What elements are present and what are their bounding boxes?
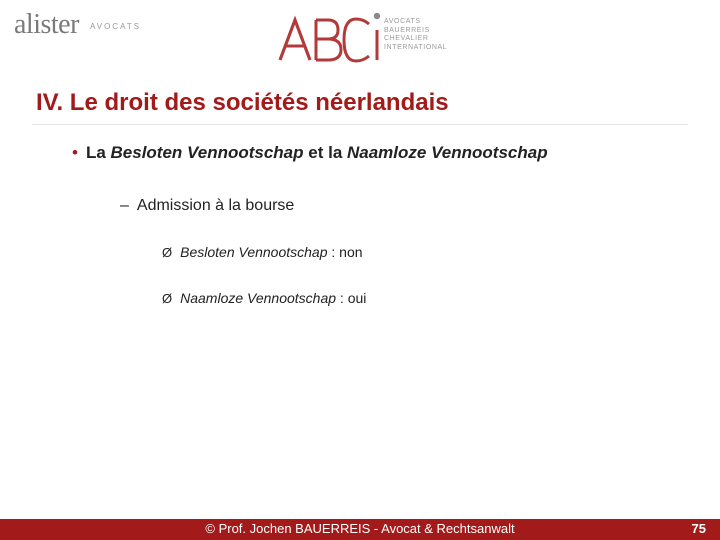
title-divider (32, 124, 688, 125)
slide-title: IV. Le droit des sociétés néerlandais (36, 89, 449, 116)
bullet-level-3 (162, 244, 363, 260)
footer-bar (0, 519, 720, 540)
page-number: 75 (691, 521, 706, 536)
alister-logo-word: alister (14, 9, 79, 40)
bullet-text: Admission à la bourse (136, 197, 295, 214)
abci-logo-line: INTERNATIONAL (384, 43, 448, 51)
footer-credit: © Prof. Jochen BAUERREIS - Avocat & Rechtsanwalt (205, 521, 515, 536)
company-type-bv: Besloten Vennootschap (110, 143, 304, 162)
bullet-text (86, 143, 548, 162)
bullet-prefix: La (85, 143, 111, 162)
bullet-level-2 (120, 197, 294, 215)
abci-logo-line: AVOCATS (384, 18, 421, 25)
bullet-conjunction: et la (303, 143, 347, 162)
abci-logo-text (384, 18, 470, 52)
company-type-name: Naamloze Vennootschap (180, 290, 337, 306)
abci-logo-line: BAUERREIS (384, 26, 430, 34)
abci-logo-line: CHEVALIER (384, 35, 429, 42)
listing-answer: : oui (336, 290, 367, 306)
bullet-marker: – (120, 197, 129, 214)
bullet-level-3 (162, 290, 366, 306)
company-type-name: Besloten Vennootschap (180, 244, 328, 260)
abci-logo-mark (278, 10, 382, 64)
bullet-marker: • (72, 143, 78, 162)
abci-logo (278, 10, 468, 64)
listing-answer: : non (327, 244, 363, 260)
bullet-level-1 (72, 143, 548, 163)
arrow-bullet-icon: Ø (162, 245, 173, 260)
company-type-nv: Naamloze Vennootschap (347, 143, 548, 162)
arrow-bullet-icon: Ø (162, 291, 173, 306)
alister-logo-subtitle: AVOCATS (90, 22, 142, 31)
